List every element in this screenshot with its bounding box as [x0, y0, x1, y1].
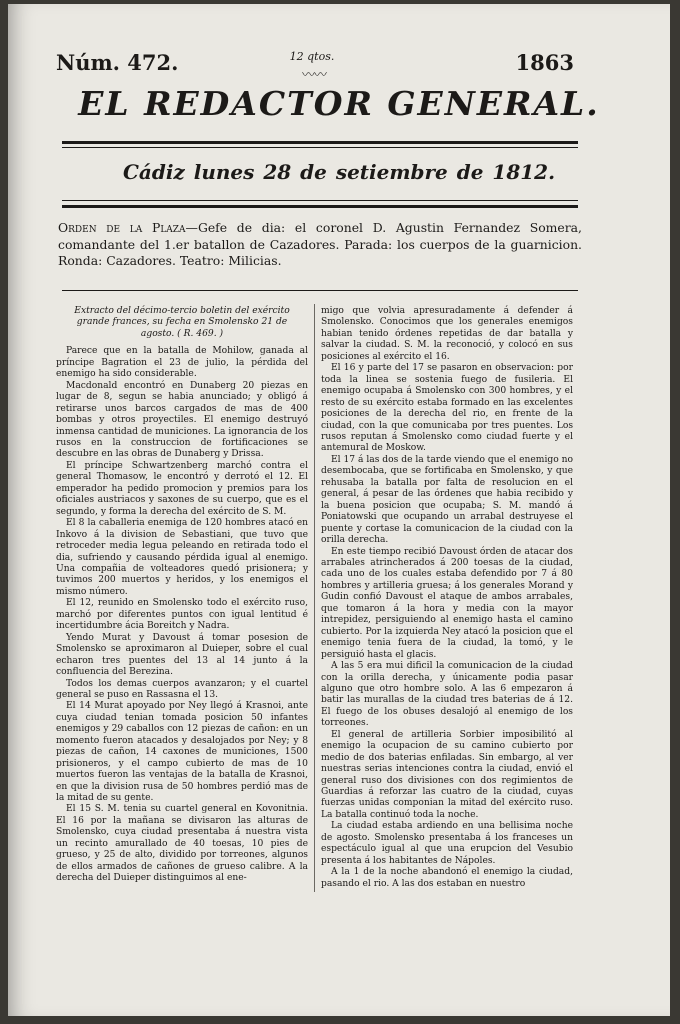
article-paragraph: El 14 Murat apoyado por Ney llegó á Krasnoi, ante cuya ciudad tenian tomada posicion 50 infantes enemigos y 29 caballos con 12 piezas de cañon: en un momento fueron atacados y desalojados por Ney; y 8 piezas de cañon, 14 caxones de municiones, 1500 prisioneros, y el campo cubierto de mas de 10 muertos fueron las ventajas de la batalla de Krasnoi, en que la division rusa de 50 hombres perdió mas de la mitad de su gente. — [56, 701, 308, 804]
article-paragraph: Macdonald encontró en Dunaberg 20 piezas en lugar de 8, segun se habia anunciado; y obligó á retirarse unos barcos cargados de mas de 400 bombas y otros proyectiles. El enemigo destruyó inmensa cantidad de municiones. La ignorancia de los rusos en la construccion de fortificaciones se descubre en las obras de Dunaberg y Drissa. — [56, 380, 308, 460]
article-paragraph: Yendo Murat y Davoust á tomar posesion de Smolensko se aproximaron al Duieper, sobre el cual echaron tres puentes del 13 al 14 junto á la confluencia del Berezina. — [56, 632, 308, 678]
article-paragraph: La ciudad estaba ardiendo en una bellisima noche de agosto. Smolensko presentaba á los franceses un espectáculo igual al que una erupcion del Vesubio presenta á los habitantes de Nápoles. — [321, 821, 573, 866]
price-ornament: 〰〰 — [301, 68, 326, 83]
page-number: 1863 — [515, 50, 574, 75]
article-column-right — [321, 306, 573, 890]
issue-price: 12 qtos. — [289, 50, 335, 63]
masthead-rule-top — [62, 141, 578, 144]
section-rule — [62, 290, 578, 291]
article-paragraph: En este tiempo recibió Davoust órden de atacar dos arrabales atrincherados á 200 toesas de la ciudad, cada uno de los cuales estaba defendido por 7 á 80 hombres y artilleria gruesa; á los generales Morand y Gudin confió Davoust el ataque de ambos arrabales, que tomaron á la hora y media con la mayor intrepidez, persiguiendo al enemigo hasta el camino cubierto. Por la izquierda Ney atacó la posicion que el enemigo tenia fuera de la ciudad, la tomó, y le persiguió hasta el glacis. — [321, 546, 573, 660]
masthead-rule-top-thin — [62, 147, 578, 148]
column-divider — [314, 304, 315, 892]
article-paragraph: Todos los demas cuerpos avanzaron; y el cuartel general se puso en Rassasna el 13. — [56, 678, 308, 700]
article-paragraph: El 8 la caballeria enemiga de 120 hombres atacó en Inkovo á la division de Sebastiani, que tuvo que retroceder media legua peleando en retirada todo el dia, sufriendo y causando pérdida igual al enemigo. Una compañia de volteadores quedó prisionera; y tuvimos 200 muertos y heridos, y los enemigos el mismo número. — [56, 518, 308, 597]
dateline: Cádiz lunes 28 de setiembre de 1812. — [122, 160, 556, 184]
masthead-title: EL REDACTOR GENERAL. — [78, 84, 600, 123]
dateline-rule-thin — [62, 200, 578, 201]
issue-number: Núm. 472. — [56, 50, 179, 75]
article-paragraph: A la 1 de la noche abandonó el enemigo la ciudad, pasando el rio. A las dos estaban en nuestro — [321, 867, 573, 889]
orden-lead: Orden de la Plaza — [58, 220, 186, 235]
article-paragraph-continued: migo que volvia apresuradamente á defender á Smolensko. Conocimos que los generales enemigos habian tenido órdenes repetidas de dar batalla y salvar la ciudad. S. M. la reconoció, y colocó en sus posiciones al exército el 16. — [321, 306, 573, 362]
article-paragraph: El 16 y parte del 17 se pasaron en observacion: por toda la linea se sostenia fuego de fusileria. El enemigo ocupaba á Smolensko con 300 hombres, y el resto de su exército estaba formado en las excelentes posiciones de la derecha del rio, en frente de la ciudad, con la que comunicaba por tres puentes. Los rusos reputan á Smolensko como ciudad fuerte y el antemural de Moskow. — [321, 363, 573, 454]
article-column-left — [56, 306, 308, 885]
article-title: Extracto del décimo-tercio boletin del exército grande frances, su fecha en Smolensko 21 de agosto. ( R. 469. ) — [74, 306, 290, 339]
article-paragraph: El general de artilleria Sorbier imposibilitó al enemigo la ocupacion de su camino cubierto por medio de dos baterias enfiladas. Sin embargo, al ver nuestras serias intenciones contra la ciudad, envió el general ruso dos divisiones con dos regimientos de Guardias á reforzar las cuatro de la ciudad, cuyas fuerzas unidas componian la mitad del exército ruso. La batalla continuó toda la noche. — [321, 729, 573, 820]
article-paragraph: El 12, reunido en Smolensko todo el exército ruso, marchó por diferentes puntos con igual lentitud é incertidumbre ácia Boreitch y Nadra. — [56, 598, 308, 632]
article-paragraph: El príncipe Schwartzenberg marchó contra el general Thomasow, le encontró y derrotó el 12. El emperador ha pedido promocion y premios para los oficiales austriacos y saxones de su cuerpo, que es el segundo, y forma la derecha del exército de S. M. — [56, 460, 308, 517]
orden-text: —Gefe de dia: el coronel D. Agustin Fernandez Somera, comandante del 1.er batallon de Cazadores. Parada: los cuerpos de la guarnicion. Ronda: Cazadores. Teatro: Milicias. — [58, 220, 582, 268]
article-paragraph: A las 5 era mui dificil la comunicacion de la ciudad con la orilla derecha, y únicamente podia pasar alguno que otro hombre solo. A las 6 empezaron á batir las murallas de la ciudad tres baterias de á 12. El fuego de los obuses desalojó al enemigo de los torreones. — [321, 661, 573, 729]
article-paragraph: El 17 á las dos de la tarde viendo que el enemigo no desembocaba, que se fortificaba en Smolensko, y que rehusaba la batalla por falta de resolucion en el general, á pesar de las órdenes que habia recibido y la buena posicion que ocupaba; S. M. mandó á Poniatowski que ocupando un arrabal destruyese el puente y cortase la comunicacion de la ciudad con la orilla derecha. — [321, 454, 573, 546]
article-paragraph: Parece que en la batalla de Mohilow, ganada al príncipe Bagration el 23 de julio, la pérdida del enemigo ha sido considerable. — [56, 346, 308, 380]
orden-de-la-plaza — [58, 220, 582, 270]
newspaper-page — [8, 4, 670, 1016]
article-paragraph: El 15 S. M. tenia su cuartel general en Kovonitnia. El 16 por la mañana se divisaron las alturas de Smolensko, cuya ciudad presentaba á nuestra vista un recinto amurallado de 40 toesas, 10 pies de grueso, y 25 de alto, dividido por torreones, algunos de ellos armados de cañones de grueso calibre. A la derecha del Duieper distinguimos al ene- — [56, 804, 308, 884]
dateline-rule — [62, 205, 578, 208]
